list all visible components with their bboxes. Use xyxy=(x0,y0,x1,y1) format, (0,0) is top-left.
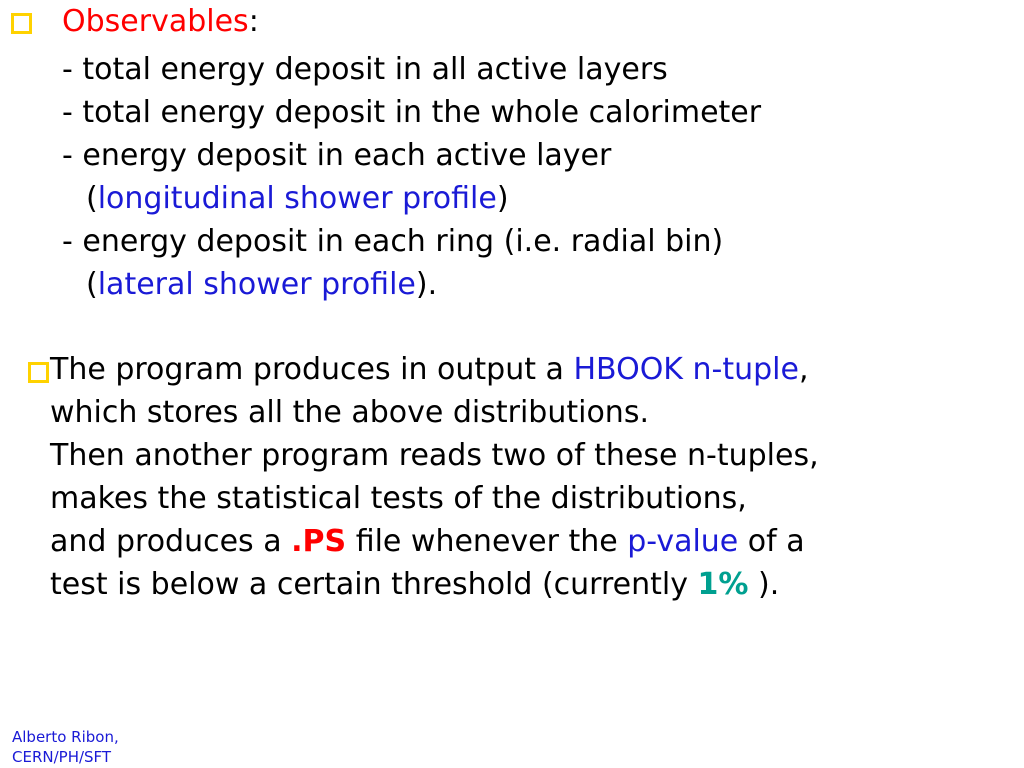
footer-affiliation: CERN/PH/SFT xyxy=(12,748,112,766)
checkbox-bullet-icon xyxy=(11,13,32,34)
program-text: of a xyxy=(738,524,805,559)
observable-item-4: - energy deposit in each ring (i.e. radial bin) xyxy=(62,224,724,259)
observables-heading: Observables xyxy=(62,4,249,39)
program-text: test is below a certain threshold (currently xyxy=(50,567,698,602)
program-line-5 xyxy=(50,524,805,560)
lateral-profile-line xyxy=(86,267,437,303)
checkbox-bullet-icon xyxy=(28,362,49,383)
footer-author: Alberto Ribon, xyxy=(12,728,119,746)
comma: , xyxy=(798,352,809,387)
program-text: file whenever the xyxy=(346,524,628,559)
hbook-ntuple-term: HBOOK n-tuple xyxy=(573,352,799,387)
observables-heading-line xyxy=(62,4,259,40)
paren-open: ( xyxy=(86,181,98,216)
paren-close: ) xyxy=(496,181,509,216)
ps-file-term: .PS xyxy=(291,524,347,559)
observable-item-3: - energy deposit in each active layer xyxy=(62,138,612,173)
p-value-term: p-value xyxy=(627,524,739,559)
program-line-2: which stores all the above distributions. xyxy=(50,395,649,430)
program-line-6 xyxy=(50,567,779,603)
lateral-profile-term: lateral shower profile xyxy=(97,267,416,302)
program-text: and produces a xyxy=(50,524,292,559)
observable-item-2: - total energy deposit in the whole calorimeter xyxy=(62,95,762,130)
longitudinal-profile-term: longitudinal shower profile xyxy=(97,181,497,216)
paren-close: ). xyxy=(415,267,438,302)
program-line-1 xyxy=(50,352,809,388)
paren-open: ( xyxy=(86,267,98,302)
program-line-3: Then another program reads two of these n-tuples, xyxy=(50,438,819,473)
program-text: The program produces in output a xyxy=(50,352,574,387)
threshold-percent: 1% xyxy=(697,567,749,602)
longitudinal-profile-line xyxy=(86,181,509,217)
program-text: ). xyxy=(748,567,780,602)
program-line-4: makes the statistical tests of the distributions, xyxy=(50,481,747,516)
observable-item-1: - total energy deposit in all active layers xyxy=(62,52,668,87)
observables-colon: : xyxy=(248,4,259,39)
